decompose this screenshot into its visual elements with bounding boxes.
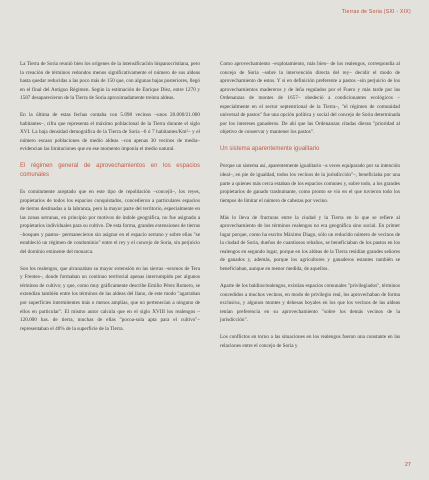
paragraph: Porque un sistema así, aparentemente igualitario –a veces equiparado por su intención ideal–, en pie de igualdad, todos los vecinos de la jurisdicción"–, beneficiaba por una parte a quienes más cerca estaban de los espacios comunes y, sobre todo, a los grandes propietarios de ganado trashumante, como pronto se vio en el que tuvieron todo los tiempos de limitar el número de cabezas por vecino.	[220, 163, 400, 204]
paragraph: Los conflictos en torno a las situaciones en los realengos fueron una constante en las relaciones entre el concejo de Soria y	[220, 334, 400, 349]
paragraph: Como aprovechamiento –explotamiento, más bien– de los realengos, correspondía al concejo de Soria –sobre la intervención directa del rey– decidir el modo de aprovechamiento de estos. Y si en definición preferente a pastos –sin perjuicio de los aprovechamientos madereros y de leña regulados por el Fuero y más tarde por las Ordenanzas de montes de 1657– obedeció a condicionantes ecológicos –especialmente en el sector septentrional de la Tierra–, "el régimen de comunidad universal de pastos" fue una opción política y social del concejo de Soria determinada por los intereses ganaderos. De ahí que las Ordenanzas citadas dieran "prioridad al objetivo de conservar y mantener los pastos".	[220, 61, 400, 136]
page-number: 27	[404, 462, 411, 468]
paragraph: La Tierra de Soria reunió bien los orígenes de la intensificación hispanocristiana, pero la creación de términos redondos menos significativamente el número de sus aldeas hasta quedar reducidas a las poco más de 150 que, con algunas bajas posteriores, llegó en el final del Antiguo Régimen. Según la estimación de Enrique Díez, entre 1270 y 1587 desaparecieron de la Tierra de Soria aproximadamente treinta aldeas.	[20, 61, 200, 102]
running-header: Tierras de Soria (SXI - XIX)	[341, 9, 411, 15]
paragraph: Más lo lleva de fracturas entre la ciudad y la Tierra en lo que se refiere al aprovechamiento de los términos realengos no era geográfica sino social. En primer lugar porque, como ha escrito Máximo Diago, sólo un reducido número de vecinos de la ciudad de Soria, dueños de cuantiosos rebaños, se beneficiaban de los pastos en los realengos en segundo lugar, porque en los aldeas de la Tierra residían grandes señores de ganados y, además, porque los agricultores y ganaderos estantes también se beneficiaban, aunque en menor medida, de aquellos.	[220, 214, 400, 272]
paragraph: Son los realengos, que alcanzaban su mayor extensión en las sierras –sexmos de Tera y Frentes–, donde formaban un continuo territorial apenas interrumpido por algunos términos de cultivo; y que, como muy gráficamente describe Emilio Pérez Romero, se extendían también entre los términos de las aldeas del llano, de este modo "agarraban por superficies intermitentes más o menos amplias, que no pertenecían a ninguno de ellos en particular". El mismo autor calcula que en el siglo XVIII los realengos –120.000 has. de tierra, muchas de ellas "pocoa-sola apta para el cultivo"– representaban el 40% de la superficie de la Tierra.	[20, 265, 200, 332]
paragraph: Es comúnmente aceptado que en este tipo de repoblación –concejil–, los reyes, propietarios de todos los espacios conquistados, concedieron a particulares espacios de tierras destinadas a la labranza, pero la mayor parte del territorio, especialmente en las zonas serranas, en principio por motivos de índole geográfica, no fue asignada a propietarios individuales para su cultivo. De esta forma, grandes extensiones de tierras –bosques y pastos– permanecieron sin asignar en el espacio serrano y sobre ellas "se estableció un régimen de condominio" entre el rey y el concejo de Soria, sin perjuicio del dominio eminente del monarca.	[20, 188, 200, 255]
section-heading: Un sistema aparentemente igualitario	[220, 146, 320, 153]
right-column	[220, 60, 400, 359]
paragraph: En la última de estas fechas contaba con 5.098 vecinos –unos 20.000/21.000 habitantes–, cifra que representa el máximo poblacional de la Tierra durante el siglo XVI. La baja densidad demográfica de la Tierra de Soria –6 ó 7 habitantes/Km²– y el número escaso poblaciones de medio aldeas –con apenas 30 vecinos de media– evidencian las limitaciones que en ese momento imponía el medio natural.	[20, 112, 200, 153]
paragraph: Aparte de los baldíos/realengos, existían espacios comunales "privilegiados", términos concedidos a muchos vecinos, en modo de privilegio real, los aprovechaban de forma exclusiva, y algunos montes y dehesas boyales en los que los vecinos de las aldeas tenían preferencia en su aprovechamiento "sobre los demás vecinos de la jurisdicción".	[220, 282, 400, 324]
left-column	[20, 60, 200, 342]
section-heading: El régimen general de aprovechamientos en los espacios comunales	[20, 163, 200, 178]
